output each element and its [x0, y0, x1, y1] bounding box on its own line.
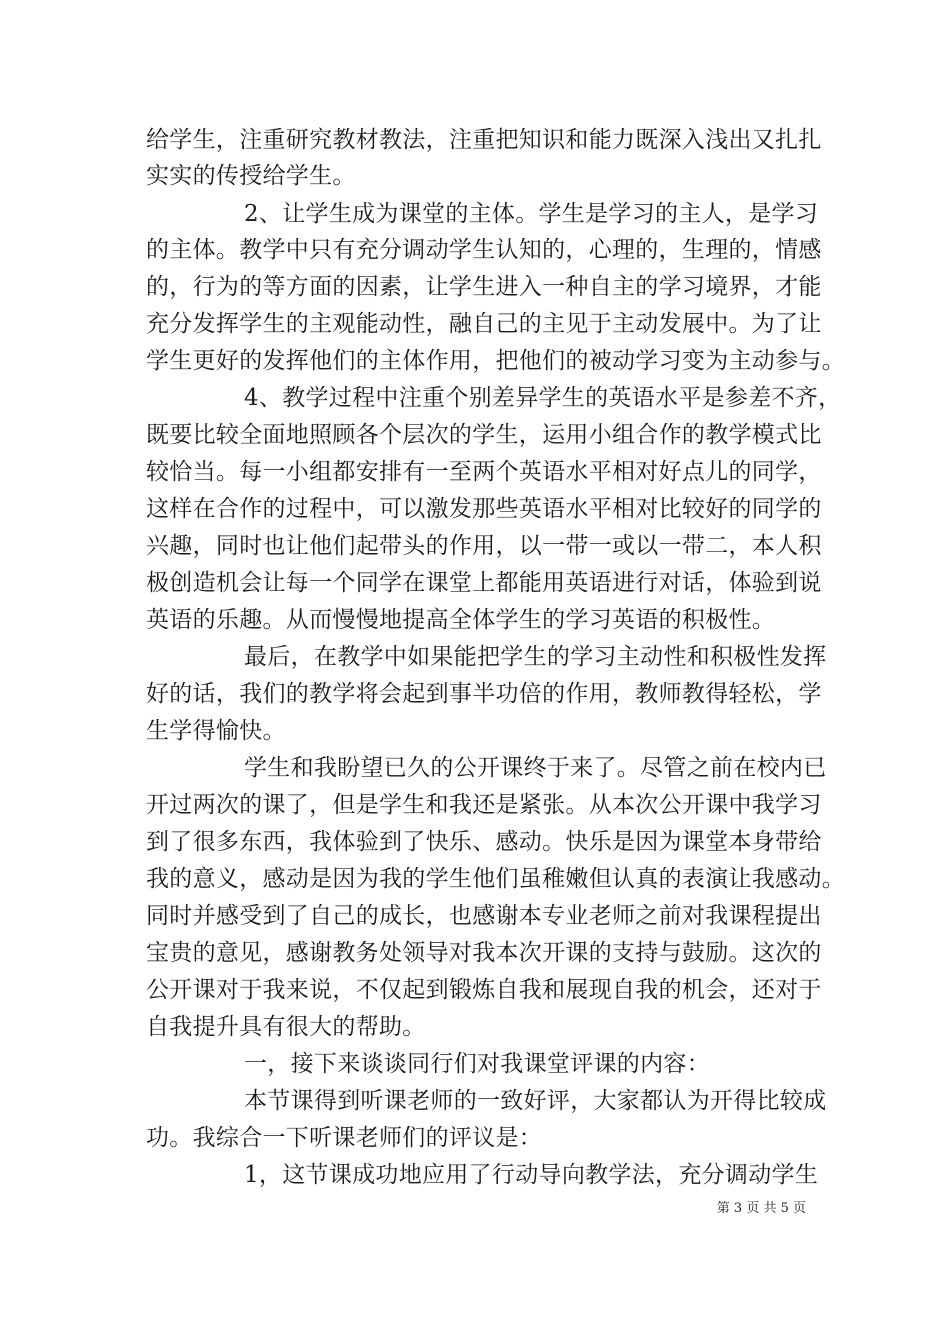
- text-line: 这样在合作的过程中，可以激发那些英语水平相对比较好的同学的: [146, 496, 822, 522]
- text-line: 1，这节课成功地应用了行动导向教学法，充分调动学生: [244, 1162, 819, 1188]
- text-line: 到了很多东西，我体验到了快乐、感动。快乐是因为课堂本身带给: [146, 829, 822, 855]
- text-line: 生学得愉快。: [146, 718, 286, 744]
- text-line: 的主体。教学中只有充分调动学生认知的，心理的，生理的，情感: [146, 237, 822, 263]
- text-line: 本节课得到听课老师的一致好评，大家都认为开得比较成: [244, 1088, 827, 1114]
- text-line: 的，行为的等方面的因素，让学生进入一种自主的学习境界，才能: [146, 274, 822, 300]
- text-line: 4、教学过程中注重个别差异学生的英语水平是参差不齐，: [244, 385, 842, 411]
- text-line: 学生和我盼望已久的公开课终于来了。尽管之前在校内已: [244, 755, 827, 781]
- page-number-footer: 第 3 页 共 5 页: [716, 1201, 806, 1216]
- text-line: 实实的传授给学生。: [146, 163, 356, 189]
- text-line: 一，接下来谈谈同行们对我课堂评课的内容：: [244, 1051, 710, 1077]
- text-line: 宝贵的意见，感谢教务处领导对我本次开课的支持与鼓励。这次的: [146, 940, 822, 966]
- text-line: 开过两次的课了，但是学生和我还是紧张。从本次公开课中我学习: [146, 792, 822, 818]
- text-line: 较恰当。每一小组都安排有一至两个英语水平相对好点儿的同学，: [146, 459, 822, 485]
- text-line: 极创造机会让每一个同学在课堂上都能用英语进行对话，体验到说: [146, 570, 822, 596]
- text-line: 兴趣，同时也让他们起带头的作用，以一带一或以一带二，本人积: [146, 533, 822, 559]
- text-line: 公开课对于我来说，不仅起到锻炼自我和展现自我的机会，还对于: [146, 977, 822, 1003]
- text-line: 给学生，注重研究教材教法，注重把知识和能力既深入浅出又扎扎: [146, 127, 822, 153]
- text-line: 最后，在教学中如果能把学生的学习主动性和积极性发挥: [244, 644, 827, 670]
- text-line: 英语的乐趣。从而慢慢地提高全体学生的学习英语的积极性。: [146, 607, 776, 633]
- text-line: 既要比较全面地照顾各个层次的学生，运用小组合作的教学模式比: [146, 422, 822, 448]
- text-line: 充分发挥学生的主观能动性，融自己的主见于主动发展中。为了让: [146, 311, 822, 337]
- text-line: 2、让学生成为课堂的主体。学生是学习的主人，是学习: [244, 201, 819, 227]
- text-line: 学生更好的发挥他们的主体作用，把他们的被动学习变为主动参与。: [146, 348, 845, 374]
- text-line: 自我提升具有很大的帮助。: [146, 1014, 426, 1040]
- text-line: 功。我综合一下听课老师们的评议是：: [146, 1125, 543, 1151]
- text-line: 我的意义，感动是因为我的学生他们虽稚嫩但认真的表演让我感动。: [146, 866, 845, 892]
- text-line: 好的话，我们的教学将会起到事半功倍的作用，教师教得轻松，学: [146, 681, 822, 707]
- text-line: 同时并感受到了自己的成长，也感谢本专业老师之前对我课程提出: [146, 903, 822, 929]
